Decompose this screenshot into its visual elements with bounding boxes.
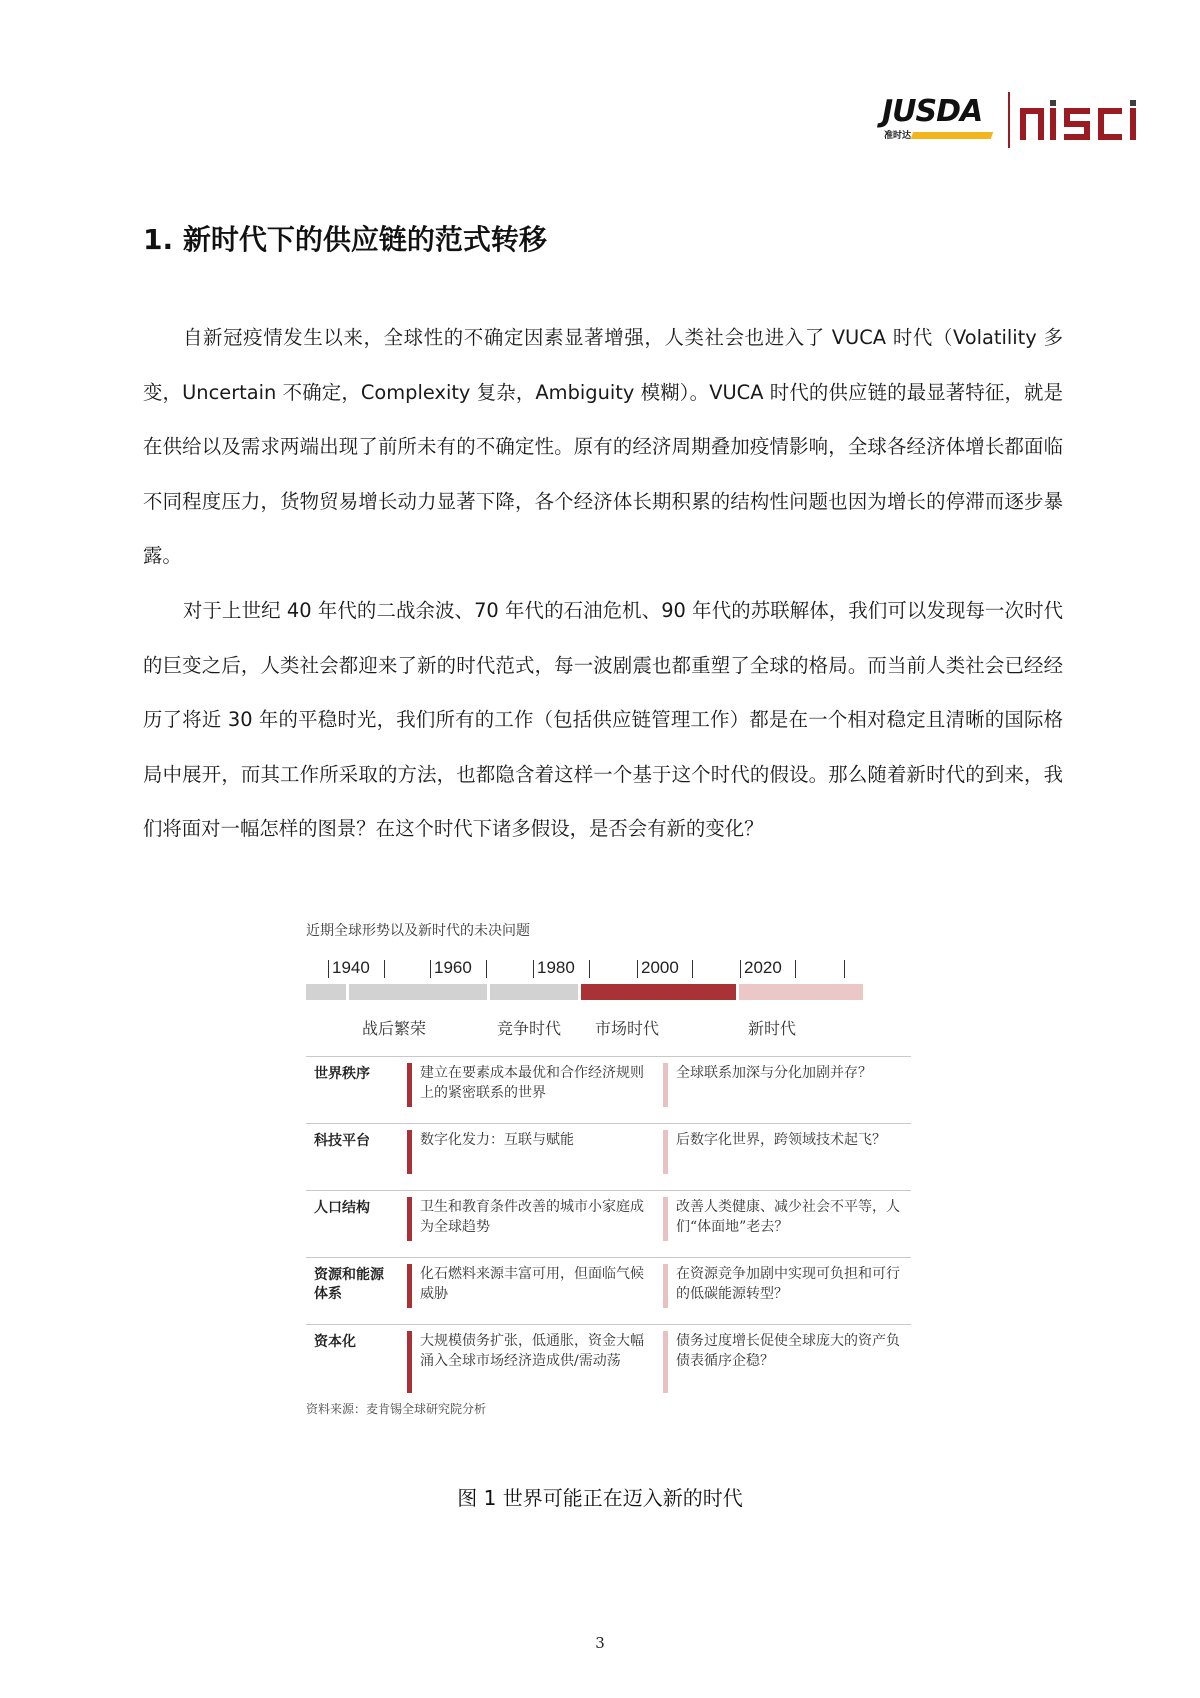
era-label: 新时代: [748, 1019, 797, 1038]
future-marker: [663, 1197, 668, 1241]
paragraph: 对于上世纪 40 年代的二战余波、70 年代的石油危机、90 年代的苏联解体，我们可以发现每一次时代的巨变之后，人类社会都迎来了新的时代范式，每一波剧震也都重塑了全球的格局。而当前人类社会已经经历了将近 30 年的平稳时光，我们所有的工作（包括供应链管理工作）都是在一个相对稳定且清晰的国际格局中展开，而其工作所采取的方法，也都隐含着这样一个基于这个时代的假设。那么随着新时代的到来，我们将面对一幅怎样的图景？在这个时代下诸多假设，是否会有新的变化？: [143, 598, 1063, 841]
misci-logo: [1018, 98, 1152, 144]
decade-label: 2000: [641, 958, 679, 977]
future-marker: [663, 1130, 668, 1174]
figure-source: 资料来源：麦肯锡全球研究院分析: [306, 1402, 487, 1416]
figure-rows: [306, 1056, 911, 1403]
figure-caption: 图 1 世界可能正在迈入新的时代: [457, 1486, 743, 1510]
page-number: 3: [595, 1634, 605, 1652]
section-title: 1. 新时代下的供应链的范式转移: [143, 223, 547, 256]
decade-label: 1980: [537, 958, 575, 977]
figure-row: [306, 1324, 911, 1403]
past-marker: [407, 1197, 412, 1241]
era-label: 战后繁荣: [362, 1019, 427, 1038]
figure-era-timeline: [306, 920, 911, 1445]
row-label: 资本化: [314, 1334, 356, 1350]
timeline-tick: [795, 960, 796, 978]
past-marker: [407, 1264, 412, 1308]
paragraph: 自新冠疫情发生以来，全球性的不确定因素显著增强，人类社会也进入了 VUCA 时代（Volatility 多变，Uncertain 不确定，Complexity 复杂，Ambiguity 模糊）。VUCA 时代的供应链的最显著特征，就是在供给以及需求两端出现了前所未有的不确定性。原有的经济周期叠加疫情影响，全球各经济体增长都面临不同程度压力，货物贸易增长动力显著下降，各个经济体长期积累的结构性问题也因为增长的停滞而逐步暴露。: [143, 326, 1063, 568]
decade-label: 1940: [332, 958, 370, 977]
past-marker: [407, 1130, 412, 1174]
timeline-tick: [533, 960, 534, 978]
body-text: [143, 311, 1063, 857]
jusda-logo-bar: [911, 132, 994, 139]
figure-row: [306, 1123, 911, 1190]
timeline-tick: [486, 960, 487, 978]
timeline-tick: [637, 960, 638, 978]
past-text: 数字化发力：互联与赋能: [420, 1132, 574, 1148]
future-marker: [663, 1063, 668, 1107]
future-text: 债务过度增长促使全球庞大的资产负债表循序企稳？: [676, 1333, 900, 1369]
future-text: 改善人类健康、减少社会不平等，人们“体面地”老去？: [676, 1199, 900, 1235]
future-marker: [663, 1264, 668, 1308]
logo-divider: [1008, 92, 1010, 148]
timeline-tick: [740, 960, 741, 978]
decade-label: 1960: [434, 958, 472, 977]
past-text: 卫生和教育条件改善的城市小家庭成为全球趋势: [420, 1199, 644, 1235]
timeline-tick: [384, 960, 385, 978]
timeline-tick: [430, 960, 431, 978]
figure-row: [306, 1257, 911, 1324]
timeline-tick: [328, 960, 329, 978]
timeline-tick: [844, 960, 845, 978]
era-bar-postwar-lead: [306, 984, 346, 1000]
figure-row: [306, 1056, 911, 1123]
row-label: 资源和能源体系: [314, 1267, 384, 1302]
era-bar-competition: [490, 984, 578, 1000]
row-label: 科技平台: [314, 1133, 370, 1149]
past-text: 大规模债务扩张，低通胀，资金大幅涌入全球市场经济造成供/需动荡: [420, 1333, 644, 1369]
past-marker: [407, 1063, 412, 1107]
era-bar-new: [739, 984, 863, 1000]
past-marker: [407, 1331, 412, 1393]
jusda-logo: [882, 96, 994, 144]
era-label: 竞争时代: [497, 1019, 562, 1038]
timeline-tick: [692, 960, 693, 978]
future-text: 后数字化世界，跨领域技术起飞？: [676, 1132, 886, 1148]
jusda-logo-subtext: 准时达: [884, 131, 912, 141]
future-marker: [663, 1331, 668, 1393]
future-text: 全球联系加深与分化加剧并存？: [676, 1065, 872, 1081]
past-text: 建立在要素成本最优和合作经济规则上的紧密联系的世界: [420, 1065, 644, 1101]
decade-label: 2020: [744, 958, 782, 977]
row-label: 人口结构: [314, 1200, 370, 1216]
figure-row: [306, 1190, 911, 1257]
past-text: 化石燃料来源丰富可用，但面临气候威胁: [420, 1266, 644, 1302]
jusda-logo-text: JUSDA: [882, 94, 983, 129]
future-text: 在资源竞争加剧中实现可负担和可行的低碳能源转型？: [676, 1266, 900, 1302]
row-label: 世界秩序: [314, 1066, 370, 1082]
figure-title: 近期全球形势以及新时代的未决问题: [306, 923, 530, 939]
timeline: [306, 958, 911, 998]
era-bar-postwar: [349, 984, 487, 1000]
era-bar-market: [581, 984, 736, 1000]
era-label: 市场时代: [595, 1019, 660, 1038]
timeline-tick: [589, 960, 590, 978]
